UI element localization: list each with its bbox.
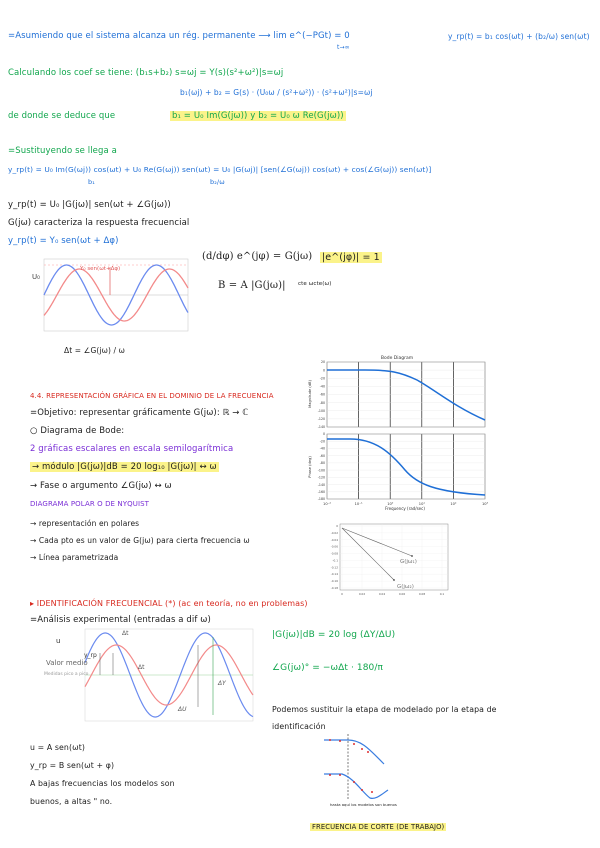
yrp-expanded: y_rp(t) = U₀ Im(G(ωj)) cos(ωt) + U₀ Re(G(ωj)) sen(ωt) = U₀ |G(ωj)| [sen(∠G(ωj)) cos(ωt) + cos(∠G(ωj)) sen(ωt)] xyxy=(8,165,432,174)
nyquist-ytick: -0.12 xyxy=(330,565,338,570)
nyquist-ytick: -0.18 xyxy=(330,586,338,590)
mean-value-label: Valor medio xyxy=(46,659,88,667)
module-line xyxy=(30,462,219,473)
models-good-note: hasta aquí los modelos son buenos xyxy=(330,802,397,807)
substitute-modeling: Podemos sustituir la etapa de modelado por la etapa de xyxy=(272,705,497,714)
bode-phase-ytick: -40 xyxy=(319,446,325,451)
legend-label: Y₀ sen(ωt+Δφ) xyxy=(80,266,121,272)
unit-modulus xyxy=(320,252,382,263)
bode-diagram-figure xyxy=(305,352,490,512)
bode-phase-ytick: -180 xyxy=(317,497,325,502)
identification-title: ▸ IDENTIFICACIÓN FRECUENCIAL (*) (ac en teoría, no en problemas) xyxy=(30,599,308,608)
steady-state-assumption: =Asumiendo que el sistema alcanza un rég. permanente ⟶ lim e^(−PGt) = 0 xyxy=(8,31,350,41)
nyquist-xtick: 0.08 xyxy=(418,592,426,596)
bode-phase-ytick: -100 xyxy=(317,468,325,473)
yrp-amplitude-phase: y_rp(t) = Y₀ sen(ωt + Δφ) xyxy=(8,236,119,246)
nyquist-param: → Línea parametrizada xyxy=(30,553,119,562)
input-signal: u = A sen(ωt) xyxy=(30,743,86,752)
nyquist-xtick: 0 xyxy=(341,592,343,596)
sine-response-figure xyxy=(30,255,190,335)
nyquist-ytick: -0.04 xyxy=(330,537,338,542)
substitution-title: =Sustituyendo se llega a xyxy=(8,146,117,156)
phase-line: → Fase o argumento ∠G(jω) ↔ ω xyxy=(30,481,172,491)
nyquist-xtick: 0.1 xyxy=(439,592,445,596)
underbrace-b2: b₂/ω xyxy=(210,178,225,186)
nyquist-ytick: -0.16 xyxy=(330,579,338,584)
unit-modulus-text: |e^(jφ)| = 1 xyxy=(322,252,380,263)
bode-phase-ytick: -140 xyxy=(317,482,325,487)
bode-xtick: 10³ xyxy=(481,502,489,506)
module-line-text: → módulo |G(jω)|dB = 20 log₁₀ |G(jω)| ↔ ω xyxy=(32,462,217,472)
bode-mag-ytick: -100 xyxy=(317,408,325,413)
bode-xtick: 10² xyxy=(450,502,457,506)
bode-mag-ytick: 20 xyxy=(320,360,325,365)
derivative-equation: (d/dφ) e^(jφ) = G(jω) xyxy=(202,251,313,262)
limit-subscript: t→∞ xyxy=(337,44,350,51)
gain-db-formula: |G(jω)|dB = 20 log (ΔY/ΔU) xyxy=(272,630,396,640)
bode-mag-ytick: -40 xyxy=(319,384,325,389)
coef-calc-line: Calculando los coef se tiene: (b₁s+b₂) s=ωj = Y(s)(s²+ω²)|s=ωj xyxy=(8,68,284,78)
delta-t-label-1: Δt xyxy=(122,630,129,637)
nyquist-ytick: -0.1 xyxy=(332,558,338,563)
bode-heading: ○ Diagrama de Bode: xyxy=(30,426,125,436)
equation-annotation: cte ωcte(ω) xyxy=(298,281,332,287)
output-amplitude-equation: B = A |G(jω)| xyxy=(218,280,286,291)
nyquist-xtick: 0.04 xyxy=(378,592,386,596)
nyquist-heading: DIAGRAMA POLAR O DE NYQUIST xyxy=(30,500,150,508)
frequency-response-note: G(jω) caracteriza la respuesta frecuencial xyxy=(8,218,190,228)
bode-xtick: 10⁻² xyxy=(323,502,331,506)
bode-xtick: 10¹ xyxy=(418,502,425,506)
bode-phase-ytick: -20 xyxy=(319,439,325,444)
nyquist-point-2: G(jω₂) xyxy=(397,584,414,590)
cutoff-frequency-figure xyxy=(318,730,398,822)
nyquist-ytick: -0.02 xyxy=(330,530,338,535)
objective-line: =Objetivo: representar gráficamente G(jω): ℝ → ℂ xyxy=(30,408,249,418)
nyquist-polar: → representación en polares xyxy=(30,519,140,528)
nyquist-point-1: G(jω₁) xyxy=(400,559,417,565)
bode-mag-ytick: 0 xyxy=(322,368,325,373)
bode-phase-ytick: -60 xyxy=(319,453,325,458)
output-signal: y_rp = B sen(ωt + φ) xyxy=(30,761,115,770)
experimental-analysis: =Análisis experimental (entradas a dif ω) xyxy=(30,615,211,625)
bode-phase-ylabel: Phase (deg) xyxy=(308,456,312,478)
low-freq-note-2: buenos, a altas " no. xyxy=(30,797,113,806)
bode-title: Bode Diagram xyxy=(380,356,414,361)
phase-degree-formula: ∠G(jω)° = −ωΔt · 180/π xyxy=(272,663,384,673)
u-signal-label: u xyxy=(56,637,61,645)
section-4-4-title: 4.4. REPRESENTACIÓN GRÁFICA EN EL DOMINIO DE LA FRECUENCIA xyxy=(30,392,274,400)
cutoff-frequency-text: FRECUENCIA DE CORTE (DE TRABAJO) xyxy=(312,823,445,831)
bode-phase-ytick: 0 xyxy=(322,432,325,437)
bode-mag-ytick: -140 xyxy=(317,425,325,430)
nyquist-ytick: -0.08 xyxy=(330,551,338,556)
delta-t-formula: Δt = ∠G(jω) / ω xyxy=(64,346,125,355)
bode-phase-ytick: -160 xyxy=(317,489,325,494)
peak-to-peak-label: Medidas pico a pico xyxy=(44,672,89,677)
two-plots-line: 2 gráficas escalares en escala semilogarítmica xyxy=(30,444,234,454)
bode-phase-ytick: -80 xyxy=(319,461,325,466)
nyquist-point: → Cada pto es un valor de G(jω) para cierta frecuencia ω xyxy=(30,536,250,545)
low-freq-note: A bajas frecuencias los modelos son xyxy=(30,779,175,788)
bode-xtick: 10⁻¹ xyxy=(354,502,363,506)
bode-xlabel: Frequency (rad/sec) xyxy=(385,506,425,511)
bode-mag-ytick: -120 xyxy=(317,417,325,422)
bode-phase-ytick: -120 xyxy=(317,475,325,480)
nyquist-ytick: 0 xyxy=(336,524,338,528)
underbrace-b1: b₁ xyxy=(88,178,95,186)
coef-calc-line-2: b₁(ωj) + b₂ = G(s) · (U₀ω / (s²+ω²)) · (s²+ω²)|s=ωj xyxy=(180,88,373,97)
yrp-signal-label: y_rp xyxy=(84,652,97,659)
experimental-sine-figure xyxy=(40,627,255,727)
u0-axis-label: U₀ xyxy=(32,273,40,281)
nyquist-xtick: 0.06 xyxy=(398,592,406,596)
delta-u-label: ΔU xyxy=(178,706,187,713)
bode-mag-ytick: -20 xyxy=(319,376,325,381)
deduce-text: de donde se deduce que xyxy=(8,111,116,121)
nyquist-ytick: -0.14 xyxy=(330,572,338,577)
substitute-modeling-2: identificación xyxy=(272,722,326,731)
nyquist-ytick: -0.06 xyxy=(330,544,338,549)
nyquist-xtick: 0.02 xyxy=(358,592,366,596)
delta-t-label-2: Δt xyxy=(138,664,145,671)
bode-mag-ytick: -60 xyxy=(319,392,325,397)
b-coefficients xyxy=(170,111,346,122)
bode-mag-ylabel: Magnitude (dB) xyxy=(308,380,312,408)
b-coefficients-text: b₁ = U₀ Im(G(jω)) y b₂ = U₀ ω Re(G(jω)) xyxy=(172,111,344,121)
yrp-cos-sin-form: y_rp(t) = b₁ cos(ωt) + (b₂/ω) sen(ωt) xyxy=(448,32,590,41)
yrp-final: y_rp(t) = U₀ |G(jω)| sen(ωt + ∠G(jω)) xyxy=(8,200,171,210)
delta-y-label: ΔY xyxy=(218,680,226,687)
nyquist-figure xyxy=(322,520,452,598)
bode-xtick: 10⁰ xyxy=(387,502,394,506)
bode-mag-ytick: -80 xyxy=(319,400,325,405)
cutoff-frequency-label xyxy=(310,822,446,833)
